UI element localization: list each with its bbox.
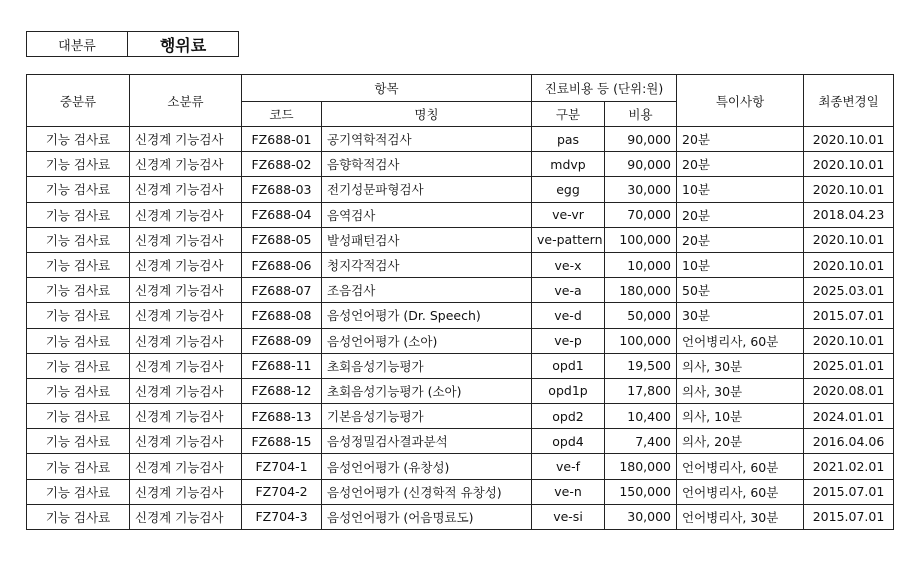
cell-code: FZ688-11 <box>242 353 322 378</box>
cell-gubun: ve-pattern <box>532 227 605 252</box>
table-row <box>27 479 894 504</box>
cell-mid-category: 기능 검사료 <box>27 504 130 529</box>
table-row <box>27 152 894 177</box>
cell-note: 의사, 10분 <box>677 404 804 429</box>
table-row <box>27 227 894 252</box>
cell-sub-category: 신경계 기능검사 <box>130 479 242 504</box>
cell-note: 의사, 30분 <box>677 378 804 403</box>
cell-date: 2015.07.01 <box>804 303 894 328</box>
cell-sub-category: 신경계 기능검사 <box>130 404 242 429</box>
cell-sub-category: 신경계 기능검사 <box>130 303 242 328</box>
cell-date: 2020.10.01 <box>804 252 894 277</box>
cell-name: 음역검사 <box>322 202 532 227</box>
cell-code: FZ688-08 <box>242 303 322 328</box>
header-code: 코드 <box>242 102 322 127</box>
cell-mid-category: 기능 검사료 <box>27 353 130 378</box>
table-row <box>27 303 894 328</box>
cell-price: 100,000 <box>605 227 677 252</box>
table-row <box>27 252 894 277</box>
cell-note: 50분 <box>677 278 804 303</box>
cell-name: 초회음성기능평가 (소아) <box>322 378 532 403</box>
cell-code: FZ688-02 <box>242 152 322 177</box>
cell-code: FZ688-15 <box>242 429 322 454</box>
table-row <box>27 429 894 454</box>
cell-mid-category: 기능 검사료 <box>27 252 130 277</box>
header-mid-category: 중분류 <box>27 75 130 127</box>
cell-sub-category: 신경계 기능검사 <box>130 227 242 252</box>
cell-date: 2020.10.01 <box>804 127 894 152</box>
cell-mid-category: 기능 검사료 <box>27 479 130 504</box>
category-label: 대분류 <box>27 32 128 57</box>
cell-gubun: ve-a <box>532 278 605 303</box>
cell-sub-category: 신경계 기능검사 <box>130 278 242 303</box>
cell-price: 100,000 <box>605 328 677 353</box>
cell-mid-category: 기능 검사료 <box>27 177 130 202</box>
cell-date: 2020.10.01 <box>804 152 894 177</box>
cell-note: 10분 <box>677 252 804 277</box>
cell-price: 90,000 <box>605 127 677 152</box>
cell-gubun: opd1 <box>532 353 605 378</box>
cell-price: 180,000 <box>605 454 677 479</box>
cell-mid-category: 기능 검사료 <box>27 202 130 227</box>
cell-mid-category: 기능 검사료 <box>27 278 130 303</box>
cell-note: 언어병리사, 60분 <box>677 479 804 504</box>
table-row <box>27 378 894 403</box>
cell-mid-category: 기능 검사료 <box>27 378 130 403</box>
cell-price: 30,000 <box>605 504 677 529</box>
cell-price: 50,000 <box>605 303 677 328</box>
cell-code: FZ704-3 <box>242 504 322 529</box>
cell-name: 청지각적검사 <box>322 252 532 277</box>
category-value: 행위료 <box>128 32 239 57</box>
cell-code: FZ688-05 <box>242 227 322 252</box>
cell-note: 언어병리사, 60분 <box>677 454 804 479</box>
cell-name: 기본음성기능평가 <box>322 404 532 429</box>
cell-name: 음성정밀검사결과분석 <box>322 429 532 454</box>
header-gubun: 구분 <box>532 102 605 127</box>
cell-sub-category: 신경계 기능검사 <box>130 378 242 403</box>
cell-sub-category: 신경계 기능검사 <box>130 454 242 479</box>
cell-price: 10,000 <box>605 252 677 277</box>
cell-sub-category: 신경계 기능검사 <box>130 202 242 227</box>
cell-price: 30,000 <box>605 177 677 202</box>
cell-code: FZ688-13 <box>242 404 322 429</box>
cell-code: FZ704-2 <box>242 479 322 504</box>
cell-code: FZ704-1 <box>242 454 322 479</box>
cell-code: FZ688-03 <box>242 177 322 202</box>
cell-note: 20분 <box>677 202 804 227</box>
header-item: 항목 <box>242 75 532 102</box>
cell-sub-category: 신경계 기능검사 <box>130 328 242 353</box>
cell-name: 공기역학적검사 <box>322 127 532 152</box>
cell-code: FZ688-01 <box>242 127 322 152</box>
cell-sub-category: 신경계 기능검사 <box>130 429 242 454</box>
cell-price: 180,000 <box>605 278 677 303</box>
header-cost: 진료비용 등 (단위:원) <box>532 75 677 102</box>
cell-price: 70,000 <box>605 202 677 227</box>
cell-note: 의사, 20분 <box>677 429 804 454</box>
table-row <box>27 202 894 227</box>
cell-note: 의사, 30분 <box>677 353 804 378</box>
fee-table <box>26 74 894 530</box>
cell-mid-category: 기능 검사료 <box>27 328 130 353</box>
cell-gubun: ve-x <box>532 252 605 277</box>
table-row <box>27 454 894 479</box>
cell-code: FZ688-09 <box>242 328 322 353</box>
cell-name: 발성패턴검사 <box>322 227 532 252</box>
cell-mid-category: 기능 검사료 <box>27 404 130 429</box>
cell-gubun: mdvp <box>532 152 605 177</box>
cell-sub-category: 신경계 기능검사 <box>130 252 242 277</box>
cell-code: FZ688-12 <box>242 378 322 403</box>
table-row <box>27 278 894 303</box>
cell-price: 150,000 <box>605 479 677 504</box>
cell-date: 2025.01.01 <box>804 353 894 378</box>
cell-note: 30분 <box>677 303 804 328</box>
cell-price: 19,500 <box>605 353 677 378</box>
header-sub-category: 소분류 <box>130 75 242 127</box>
cell-name: 전기성문파형검사 <box>322 177 532 202</box>
cell-price: 10,400 <box>605 404 677 429</box>
header-name: 명칭 <box>322 102 532 127</box>
cell-date: 2015.07.01 <box>804 479 894 504</box>
cell-sub-category: 신경계 기능검사 <box>130 177 242 202</box>
cell-price: 17,800 <box>605 378 677 403</box>
header-date: 최종변경일 <box>804 75 894 127</box>
cell-gubun: ve-f <box>532 454 605 479</box>
cell-mid-category: 기능 검사료 <box>27 303 130 328</box>
cell-mid-category: 기능 검사료 <box>27 127 130 152</box>
cell-sub-category: 신경계 기능검사 <box>130 504 242 529</box>
cell-sub-category: 신경계 기능검사 <box>130 353 242 378</box>
cell-date: 2024.01.01 <box>804 404 894 429</box>
cell-name: 음향학적검사 <box>322 152 532 177</box>
cell-name: 음성언어평가 (Dr. Speech) <box>322 303 532 328</box>
cell-name: 음성언어평가 (어음명료도) <box>322 504 532 529</box>
cell-date: 2021.02.01 <box>804 454 894 479</box>
table-row <box>27 127 894 152</box>
cell-note: 20분 <box>677 152 804 177</box>
cell-date: 2016.04.06 <box>804 429 894 454</box>
cell-note: 언어병리사, 60분 <box>677 328 804 353</box>
cell-note: 20분 <box>677 227 804 252</box>
cell-note: 20분 <box>677 127 804 152</box>
cell-date: 2018.04.23 <box>804 202 894 227</box>
header-note: 특이사항 <box>677 75 804 127</box>
cell-gubun: ve-d <box>532 303 605 328</box>
cell-gubun: ve-vr <box>532 202 605 227</box>
cell-mid-category: 기능 검사료 <box>27 454 130 479</box>
cell-date: 2015.07.01 <box>804 504 894 529</box>
cell-gubun: ve-si <box>532 504 605 529</box>
cell-date: 2020.08.01 <box>804 378 894 403</box>
cell-gubun: ve-p <box>532 328 605 353</box>
cell-note: 10분 <box>677 177 804 202</box>
cell-sub-category: 신경계 기능검사 <box>130 127 242 152</box>
cell-gubun: opd4 <box>532 429 605 454</box>
cell-sub-category: 신경계 기능검사 <box>130 152 242 177</box>
cell-gubun: opd1p <box>532 378 605 403</box>
cell-date: 2020.10.01 <box>804 177 894 202</box>
category-table <box>26 31 239 57</box>
cell-name: 음성언어평가 (유창성) <box>322 454 532 479</box>
table-body <box>27 127 894 530</box>
header-price: 비용 <box>605 102 677 127</box>
cell-name: 조음검사 <box>322 278 532 303</box>
cell-price: 7,400 <box>605 429 677 454</box>
cell-code: FZ688-07 <box>242 278 322 303</box>
cell-gubun: pas <box>532 127 605 152</box>
cell-gubun: ve-n <box>532 479 605 504</box>
cell-name: 음성언어평가 (신경학적 유창성) <box>322 479 532 504</box>
cell-gubun: opd2 <box>532 404 605 429</box>
cell-code: FZ688-04 <box>242 202 322 227</box>
table-row <box>27 353 894 378</box>
table-row <box>27 328 894 353</box>
cell-mid-category: 기능 검사료 <box>27 227 130 252</box>
cell-mid-category: 기능 검사료 <box>27 429 130 454</box>
table-row <box>27 177 894 202</box>
cell-date: 2025.03.01 <box>804 278 894 303</box>
cell-gubun: egg <box>532 177 605 202</box>
table-row <box>27 404 894 429</box>
cell-name: 초회음성기능평가 <box>322 353 532 378</box>
cell-code: FZ688-06 <box>242 252 322 277</box>
table-row <box>27 504 894 529</box>
cell-date: 2020.10.01 <box>804 227 894 252</box>
cell-price: 90,000 <box>605 152 677 177</box>
cell-date: 2020.10.01 <box>804 328 894 353</box>
cell-name: 음성언어평가 (소아) <box>322 328 532 353</box>
cell-mid-category: 기능 검사료 <box>27 152 130 177</box>
cell-note: 언어병리사, 30분 <box>677 504 804 529</box>
